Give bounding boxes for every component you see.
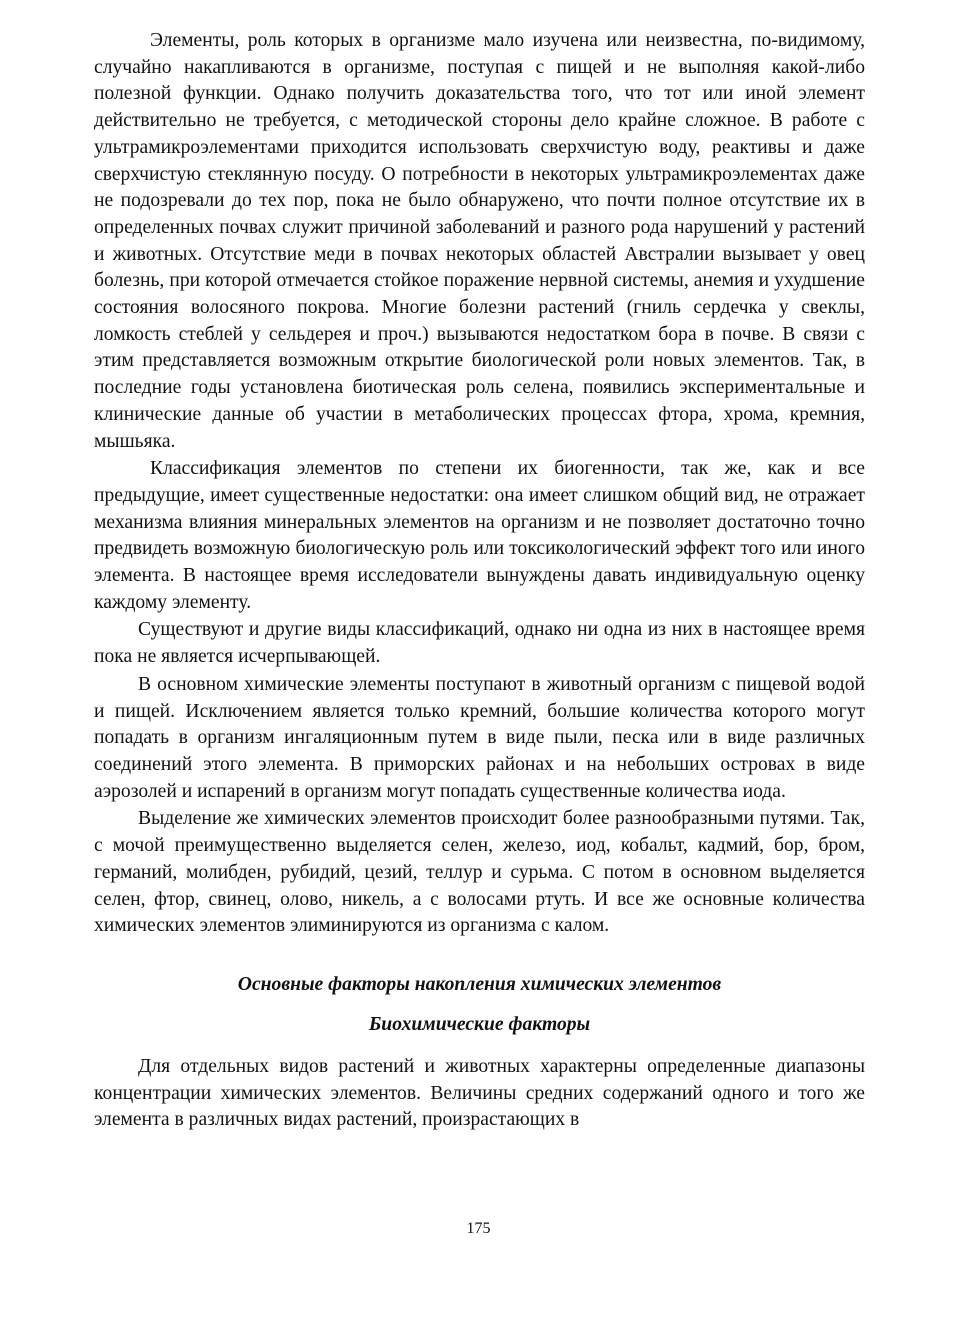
paragraph-classification: Классификация элементов по степени их биогенности, так же, как и все предыдущие, имеет существенные недостатки: она имеет слишком общий вид, не отражает механизма влияния минеральных элементов на организм и не позволяет достаточно точно предвидеть возможную биологическую роль или токсикологический эффект того или иного элемента. В настоящее время исследователи вынуждены давать индивидуальную оценку каждому элементу. (94, 458, 865, 613)
paragraph-concentration-ranges: Для отдельных видов растений и животных характерны определенные диапазоны концентрации химических элементов. Величины средних содержаний одного и того же элемента в различных видах растений, произрастающих в (94, 1055, 865, 1131)
page-number: 175 (466, 1220, 491, 1237)
section-heading: Основные факторы накопления химических элементов (237, 973, 722, 995)
paragraph-intake: В основном химические элементы поступают в животный организм с пищевой водой и пищей. Исключением является только кремний, большие количества которого могут попадать в организм ингаляционным путем в виде пыли, песка или в виде различных соединений этого элемента. В приморских районах и на небольших островах в виде аэрозолей и испарений в организм могут попадать существенные количества иода. (94, 673, 865, 802)
document-page (94, 28, 865, 1134)
paragraph-other-classifications: Существуют и другие виды классификаций, однако ни одна из них в настоящее время пока не является исчерпывающей. (94, 619, 865, 668)
paragraph-excretion: Выделение же химических элементов происходит более разнообразными путями. Так, с мочой преимущественно выделяется селен, железо, иод, кобальт, кадмий, бор, бром, германий, молибден, рубидий, цезий, теллур и сурьма. С потом в основном выделяется селен, фтор, свинец, олово, никель, а с волосами ртуть. И все же основные количества химических элементов элиминируются из организма с калом. (94, 808, 865, 937)
paragraph-ultramicroelements: Элементы, роль которых в организме мало изучена или неизвестна, по-видимому, случайно накапливаются в организме, поступая с пищей и не выполняя какой-либо полезной функции. Однако получить доказательства того, что тот или иной элемент действительно не требуется, с методической стороны дело крайне сложное. В работе с ультрамикроэлементами приходится использовать сверхчистую воду, реактивы и даже сверхчистую стеклянную посуду. О потребности в некоторых ультрамикроэлементах даже не подозревали до тех пор, пока не было обнаружено, что почти полное отсутствие их в определенных почвах служит причиной заболеваний и разного рода нарушений у растений и животных. Отсутствие меди в почвах некоторых областей Австралии вызывает у овец болезнь, при которой отмечается стойкое поражение нервной системы, анемия и ухудшение состояния волосяного покрова. Многие болезни растений (гниль сердечка у свеклы, ломкость стеблей у сельдерея и проч.) вызываются недостатком бора в почве. В связи с этим представляется возможным открытие биологической роли новых элементов. Так, в последние годы установлена биотическая роль селена, появились экспериментальные и клинические данные об участии в метаболических процессах фтора, хрома, кремния, мышьяка. (94, 30, 865, 452)
subsection-heading: Биохимические факторы (368, 1013, 591, 1035)
